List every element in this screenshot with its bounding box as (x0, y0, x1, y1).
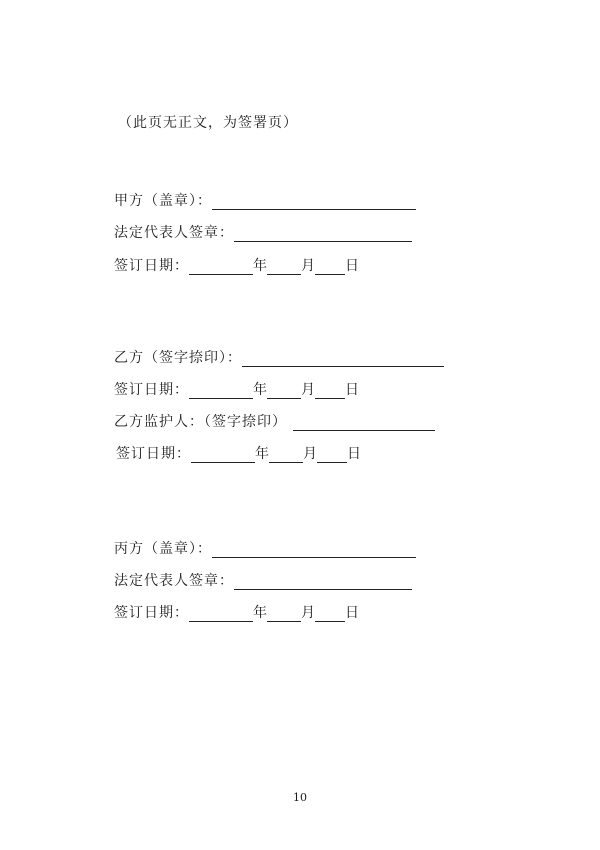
day-label: 日 (345, 605, 359, 621)
party-a-date-line (114, 255, 359, 275)
day-label: 日 (345, 382, 359, 398)
party-b-guardian-blank (293, 414, 435, 431)
party-b-sign-blank (242, 350, 444, 367)
party-a-rep-blank (234, 225, 412, 242)
party-a-year-blank (189, 258, 253, 275)
party-a-month-blank (267, 258, 301, 275)
party-b-sign-label: 乙方（签字捺印）： (114, 350, 242, 366)
party-b-sign-line (114, 347, 444, 367)
party-a-seal-line (114, 190, 416, 210)
party-b-guardian-label: 乙方监护人：（签字捺印） (114, 414, 287, 430)
party-a-rep-label: 法定代表人签章： (114, 225, 234, 241)
party-b-month-blank (267, 382, 301, 399)
party-c-date-line (114, 602, 359, 622)
party-c-month-blank (267, 605, 301, 622)
month-label: 月 (303, 446, 317, 462)
year-label: 年 (255, 446, 269, 462)
party-c-seal-line (114, 538, 416, 558)
party-b-guardian-day-blank (317, 446, 347, 463)
page-note: （此页无正文，为签署页） (118, 115, 298, 131)
day-label: 日 (347, 446, 361, 462)
party-b-guardian-year-blank (191, 446, 255, 463)
month-label: 月 (301, 258, 315, 274)
party-a-seal-blank (212, 193, 416, 210)
party-a-rep-line (114, 222, 412, 242)
year-label: 年 (253, 258, 267, 274)
party-c-day-blank (315, 605, 345, 622)
month-label: 月 (301, 382, 315, 398)
party-b-guardian-line (114, 411, 435, 431)
party-b-date-label: 签订日期： (114, 382, 189, 398)
party-c-rep-label: 法定代表人签章： (114, 573, 234, 589)
page-number: 10 (293, 791, 307, 804)
day-label: 日 (345, 258, 359, 274)
party-a-date-label: 签订日期： (114, 258, 189, 274)
year-label: 年 (253, 605, 267, 621)
party-c-rep-line (114, 570, 412, 590)
party-b-guardian-date-line (116, 443, 361, 463)
party-b-date-line (114, 379, 359, 399)
party-c-seal-label: 丙方（盖章）： (114, 541, 212, 557)
party-b-day-blank (315, 382, 345, 399)
party-c-year-blank (189, 605, 253, 622)
party-b-guardian-date-label: 签订日期： (116, 446, 191, 462)
month-label: 月 (301, 605, 315, 621)
party-b-year-blank (189, 382, 253, 399)
party-a-day-blank (315, 258, 345, 275)
party-c-seal-blank (212, 541, 416, 558)
party-b-guardian-month-blank (269, 446, 303, 463)
party-c-rep-blank (234, 573, 412, 590)
party-c-date-label: 签订日期： (114, 605, 189, 621)
party-a-seal-label: 甲方（盖章）： (114, 193, 212, 209)
year-label: 年 (253, 382, 267, 398)
